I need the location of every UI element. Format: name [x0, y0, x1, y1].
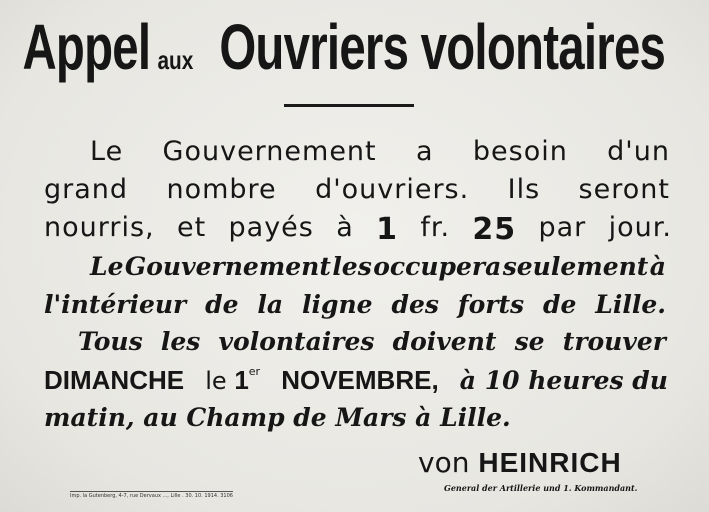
place-text: matin, au Champ de Mars à Lille. — [44, 403, 511, 432]
word: volontaires — [218, 327, 375, 356]
word: nourris, — [44, 212, 155, 243]
para3-line1 — [78, 327, 666, 356]
title-appel: Appel — [22, 11, 151, 83]
signature-prefix: von — [418, 446, 470, 479]
signature-role: General der Artillerie und 1. Kommandant. — [444, 483, 638, 493]
word: l'intérieur — [44, 290, 187, 319]
para3-line3 — [44, 403, 511, 432]
word: besoin — [472, 136, 568, 167]
word: Ils — [507, 174, 541, 205]
word: a — [415, 136, 434, 167]
title-underline — [284, 104, 414, 107]
word: Tous — [78, 327, 143, 356]
word: les — [332, 252, 372, 281]
title-ouvriers-volontaires: Ouvriers volontaires — [218, 11, 665, 83]
signature — [418, 446, 622, 479]
para2-line1 — [90, 252, 666, 281]
printer-imprint: Imp. la Gutenberg, 4-7, rue Dervaux ..., Lille . 30. 10. 1914. 3106 — [70, 493, 233, 499]
para1-line3 — [44, 212, 672, 247]
word: seront — [578, 174, 670, 205]
word: d'un — [607, 136, 670, 167]
word: à — [649, 252, 666, 281]
word: doivent — [392, 327, 497, 356]
word: Gouvernement — [124, 252, 331, 281]
poster-title — [0, 10, 709, 84]
word: de — [543, 290, 577, 319]
word: à — [336, 212, 354, 243]
para1-line1 — [90, 136, 670, 167]
title-aux: aux — [157, 45, 194, 75]
word: payés — [228, 212, 314, 243]
ordinal-sup: er — [248, 365, 261, 378]
word: Le — [90, 252, 124, 281]
word: Lille. — [595, 290, 666, 319]
word: de — [205, 290, 239, 319]
para1-line2 — [44, 174, 670, 205]
word: par — [538, 212, 587, 243]
word: ligne — [302, 290, 373, 319]
time-text: à 10 heures du — [459, 366, 668, 395]
word: Le — [90, 136, 124, 167]
month-novembre: NOVEMBRE, — [281, 365, 439, 395]
word: et — [176, 212, 207, 243]
signature-name: HEINRICH — [478, 447, 622, 478]
day-dimanche: DIMANCHE — [44, 365, 185, 395]
para2-line2 — [44, 290, 666, 319]
amount-centimes: 25 — [472, 212, 517, 247]
amount-francs: 1 — [376, 212, 398, 247]
word: jour. — [608, 212, 672, 243]
word: Gouvernement — [162, 136, 377, 167]
word: seulement — [502, 252, 649, 281]
word: se — [514, 327, 545, 356]
word: les — [160, 327, 201, 356]
word: forts — [457, 290, 525, 319]
date-number: 1 — [234, 365, 249, 395]
word: le — [205, 367, 227, 395]
word: grand — [44, 174, 129, 205]
word: des — [391, 290, 439, 319]
le-1er — [205, 365, 260, 396]
word: nombre — [166, 174, 277, 205]
word: trouver — [562, 327, 666, 356]
para3-line2 — [44, 365, 668, 396]
word: occupera — [373, 252, 502, 281]
word: d'ouvriers. — [315, 174, 470, 205]
word: fr. — [420, 212, 451, 243]
word: la — [257, 290, 284, 319]
